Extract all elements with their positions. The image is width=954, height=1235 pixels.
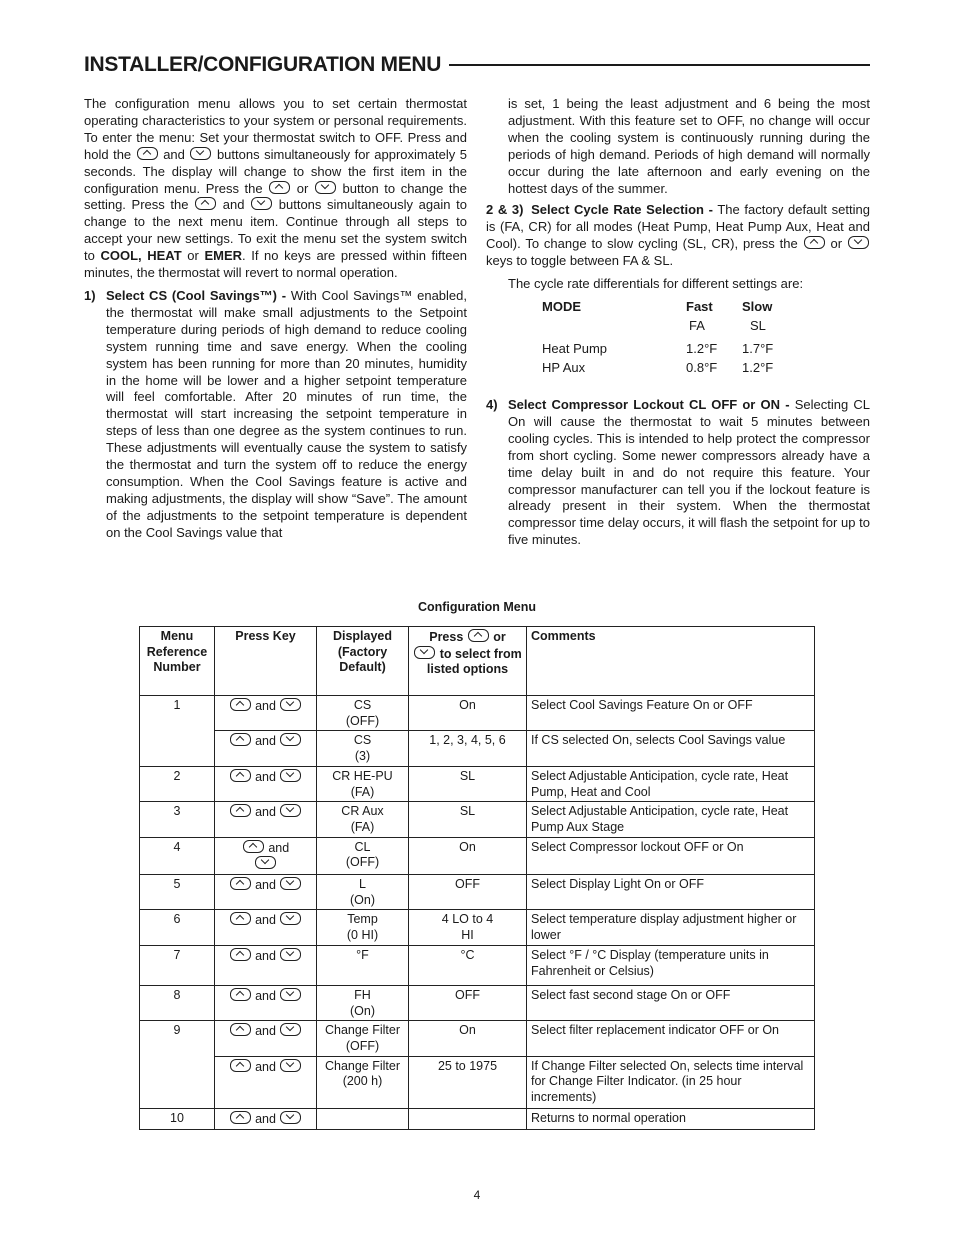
comment-cell: Select Cool Savings Feature On or OFF: [527, 696, 815, 731]
option-cell: [409, 1108, 527, 1129]
down-arrow-key-icon: [255, 856, 276, 869]
intro-paragraph: The configuration menu allows you to set certain thermostat operating characteristics to your system or personal requirements. To enter the menu: Set your thermostat switch to OFF. Press and hold the and buttons simultaneously for approximately 5 seconds. The display will change to show the first item in the configuration menu. Press the or button to change the setting. Press the and buttons simultaneously again to change to the next menu item. Continue through all steps to accept your new settings. To exit the menu set the system switch to COOL, HEAT or EMER. If no keys are pressed within fifteen minutes, the thermostat will revert to normal operation.: [84, 96, 467, 281]
down-arrow-key-icon: [280, 877, 301, 890]
menu-number-cell: 6: [140, 910, 215, 945]
displayed-cell: CR Aux (FA): [317, 802, 409, 837]
comment-cell: Select filter replacement indicator OFF or On: [527, 1021, 815, 1056]
press-key-cell: and: [215, 910, 317, 945]
right-column: [486, 96, 870, 549]
comment-cell: If CS selected On, selects Cool Savings value: [527, 731, 815, 766]
up-arrow-key-icon: [137, 147, 158, 160]
table-caption: Configuration Menu: [417, 600, 537, 614]
cycle-rate-header: MODE Fast Slow: [542, 298, 773, 314]
cycle-rate-table: MODE Fast Slow FA SL Heat Pump 1.2°F 1.7°F HP Aux 0.8°F 1.2°F: [542, 299, 782, 379]
option-cell: 25 to 1975: [409, 1056, 527, 1108]
cycle-rate-intro: The cycle rate differentials for different settings are:: [508, 276, 804, 292]
down-arrow-key-icon: [280, 1059, 301, 1072]
comment-cell: Select °F / °C Display (temperature units in Fahrenheit or Celsius): [527, 945, 815, 985]
table-row: [140, 696, 815, 731]
press-key-cell: and: [215, 731, 317, 766]
table-row: [140, 802, 815, 837]
option-cell: OFF: [409, 875, 527, 910]
up-arrow-key-icon: [468, 629, 489, 642]
up-arrow-key-icon: [230, 769, 251, 782]
displayed-cell: CS (OFF): [317, 696, 409, 731]
comment-cell: Select Adjustable Anticipation, cycle rate, Heat Pump, Heat and Cool: [527, 766, 815, 801]
option-cell: SL: [409, 802, 527, 837]
comment-cell: Select fast second stage On or OFF: [527, 985, 815, 1020]
up-arrow-key-icon: [230, 1111, 251, 1124]
press-key-cell: and: [215, 875, 317, 910]
comment-cell: Select Compressor lockout OFF or On: [527, 837, 815, 874]
option-cell: SL: [409, 766, 527, 801]
col-header-comments: Comments: [527, 627, 815, 696]
page-header: [84, 50, 870, 80]
up-arrow-key-icon: [804, 236, 825, 249]
press-key-cell: and: [215, 802, 317, 837]
up-arrow-key-icon: [230, 912, 251, 925]
table-row: [140, 837, 815, 874]
down-arrow-key-icon: [190, 147, 211, 160]
page-number: 4: [473, 1188, 481, 1202]
displayed-cell: Change Filter (OFF): [317, 1021, 409, 1056]
up-arrow-key-icon: [230, 948, 251, 961]
table-row: [140, 945, 815, 985]
press-key-cell: and: [215, 837, 317, 874]
option-cell: OFF: [409, 985, 527, 1020]
table-row: [140, 766, 815, 801]
up-arrow-key-icon: [230, 1023, 251, 1036]
col-header-menu: Menu Reference Number: [140, 627, 215, 696]
up-arrow-key-icon: [230, 1059, 251, 1072]
table-row: [140, 985, 815, 1020]
up-arrow-key-icon: [230, 733, 251, 746]
cycle-rate-row: HP Aux 0.8°F 1.2°F: [542, 359, 774, 375]
down-arrow-key-icon: [280, 769, 301, 782]
comment-cell: Select Display Light On or OFF: [527, 875, 815, 910]
option-cell: On: [409, 696, 527, 731]
menu-number-cell: 4: [140, 837, 215, 874]
col-header-press: Press Key: [215, 627, 317, 696]
displayed-cell: Temp (0 HI): [317, 910, 409, 945]
menu-number-cell: 8: [140, 985, 215, 1020]
option-cell: On: [409, 837, 527, 874]
option-cell: °C: [409, 945, 527, 985]
table-row: [140, 875, 815, 910]
menu-number-cell: 1: [140, 696, 215, 767]
down-arrow-key-icon: [280, 804, 301, 817]
item-1-cool-savings: 1) Select CS (Cool Savings™) - With Cool Savings™ enabled, the thermostat will make small adjustments to the Setpoint temperature during periods of high demand to reduce cooling system running time and save energy. When the cooling system has been running for more than 20 minutes, humidity in the home will be lower and a higher setpoint temperature will feel comfortable. After 20 minutes of run time, the thermostat will start increasing the setpoint temperature in steps of less than one degree as the system continues to run. These adjustments will eventually cause the system to satisfy the thermostat and turn the system off to reduce the energy consumption. When the Cool Savings feature is active and making adjustments, the display will show “Save”. The amount of the adjustments to the setpoint temperature is dependent on the Cool Savings value that: [84, 287, 467, 540]
press-key-cell: and: [215, 766, 317, 801]
table-row: [140, 1056, 815, 1108]
option-cell: On: [409, 1021, 527, 1056]
displayed-cell: L (On): [317, 875, 409, 910]
displayed-cell: FH (On): [317, 985, 409, 1020]
table-row: [140, 1021, 815, 1056]
menu-number-cell: 2: [140, 766, 215, 801]
down-arrow-key-icon: [414, 646, 435, 659]
table-header-row: [140, 627, 815, 696]
comment-cell: Returns to normal operation: [527, 1108, 815, 1129]
displayed-cell: Change Filter (200 h): [317, 1056, 409, 1108]
down-arrow-key-icon: [280, 988, 301, 1001]
table-row: [140, 910, 815, 945]
option-cell: 1, 2, 3, 4, 5, 6: [409, 731, 527, 766]
menu-number-cell: 9: [140, 1021, 215, 1108]
press-key-cell: and: [215, 1108, 317, 1129]
down-arrow-key-icon: [251, 197, 272, 210]
down-arrow-key-icon: [280, 733, 301, 746]
menu-number-cell: 5: [140, 875, 215, 910]
displayed-cell: [317, 1108, 409, 1129]
displayed-cell: CR HE-PU (FA): [317, 766, 409, 801]
up-arrow-key-icon: [230, 698, 251, 711]
up-arrow-key-icon: [269, 181, 290, 194]
down-arrow-key-icon: [280, 912, 301, 925]
cycle-rate-row: Heat Pump 1.2°F 1.7°F: [542, 340, 774, 356]
menu-number-cell: 3: [140, 802, 215, 837]
item-4-compressor-lockout: 4) Select Compressor Lockout CL OFF or ON - Selecting CL On will cause the thermostat to wait 5 minutes between cooling cycles. This is intended to help protect the compressor from short cycling. Some newer compressors already have a time delay built in and do not require this feature. Your compressor manufacturer can tell you if the lockout feature is already present in their system. When the thermostat compressor time delay occurs, it will flash the setpoint for up to five minutes.: [486, 396, 870, 548]
left-column: [84, 96, 467, 542]
press-key-cell: and: [215, 945, 317, 985]
press-key-cell: and: [215, 1021, 317, 1056]
down-arrow-key-icon: [280, 1023, 301, 1036]
item-1-continuation: is set, 1 being the least adjustment and 6 being the most adjustment. With this feature set to OFF, no change will occur when the cooling system is continuously running during the periods of high demand. Periods of high demand will normally occur during the late afternoon and early evening on the hottest days of the summer.: [508, 96, 870, 196]
configuration-menu-table: [139, 626, 815, 1130]
col-header-options: Press or to select from listed options: [409, 627, 527, 696]
table-row: [140, 731, 815, 766]
menu-number-cell: 10: [140, 1108, 215, 1129]
down-arrow-key-icon: [280, 1111, 301, 1124]
up-arrow-key-icon: [230, 877, 251, 890]
up-arrow-key-icon: [230, 804, 251, 817]
press-key-cell: and: [215, 985, 317, 1020]
comment-cell: If Change Filter selected On, selects time interval for Change Filter Indicator. (in 25 hour increments): [527, 1056, 815, 1108]
menu-number-cell: 7: [140, 945, 215, 985]
comment-cell: Select Adjustable Anticipation, cycle rate, Heat Pump Aux Stage: [527, 802, 815, 837]
displayed-cell: CL (OFF): [317, 837, 409, 874]
comment-cell: Select temperature display adjustment higher or lower: [527, 910, 815, 945]
col-header-displayed: Displayed (Factory Default): [317, 627, 409, 696]
up-arrow-key-icon: [230, 988, 251, 1001]
down-arrow-key-icon: [280, 698, 301, 711]
up-arrow-key-icon: [195, 197, 216, 210]
down-arrow-key-icon: [848, 236, 869, 249]
displayed-cell: CS (3): [317, 731, 409, 766]
item-2-3-cycle-rate: 2 & 3) Select Cycle Rate Selection - The factory default setting is (FA, CR) for all modes (Heat Pump, Heat Pump Aux, Heat and Cool). To change to slow cycling (SL, CR), press the or keys to toggle between FA & SL. The cycle rate differentials for different settings are: MODE Fast Slow FA SL Heat Pump 1.2°F 1.7°F HP Aux 0.8°F 1.2°F: [486, 202, 870, 379]
table-body: [140, 696, 815, 1130]
press-key-cell: and: [215, 1056, 317, 1108]
up-arrow-key-icon: [243, 840, 264, 853]
displayed-cell: °F: [317, 945, 409, 985]
table-row: [140, 1108, 815, 1129]
press-key-cell: and: [215, 696, 317, 731]
down-arrow-key-icon: [280, 948, 301, 961]
page-title: INSTALLER/CONFIGURATION MENU: [84, 50, 449, 80]
down-arrow-key-icon: [315, 181, 336, 194]
option-cell: 4 LO to 4 HI: [409, 910, 527, 945]
